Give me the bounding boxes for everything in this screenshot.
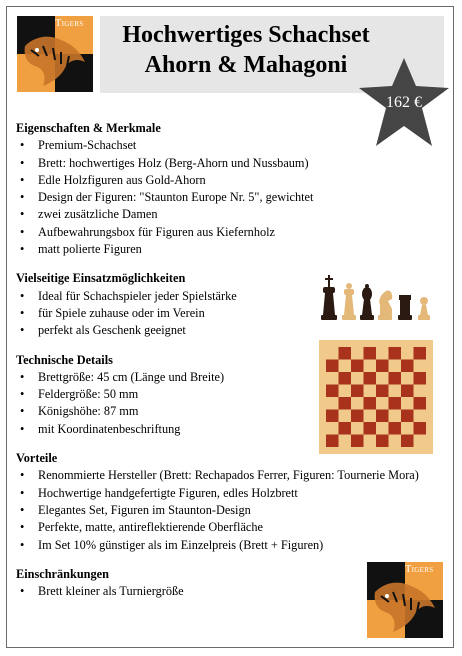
bishop-icon (360, 284, 374, 320)
board-square (351, 385, 364, 398)
list-item: • perfekt als Geschenk geeignet (16, 322, 456, 339)
section-heading: Technische Details (16, 352, 113, 367)
list-item: • Design der Figuren: "Staunton Europe Nr. 5", gewichtet (16, 189, 456, 206)
board-square (339, 410, 352, 423)
list-item: • zwei zusätzliche Damen (16, 206, 456, 223)
board-square (401, 372, 414, 385)
board-square (376, 435, 389, 448)
board-square (351, 435, 364, 448)
board-square (414, 385, 427, 398)
board-square (414, 435, 427, 448)
section-features (16, 120, 456, 258)
board-square (389, 385, 402, 398)
board-square (326, 422, 339, 435)
board-square (339, 372, 352, 385)
board-square (364, 422, 377, 435)
board-square (326, 372, 339, 385)
board-square (389, 422, 402, 435)
board-square (376, 422, 389, 435)
board-square (364, 410, 377, 423)
board-square (401, 385, 414, 398)
list-item: • Brettgröße: 45 cm (Länge und Breite) (16, 369, 456, 386)
board-square (364, 397, 377, 410)
chess-board-image (319, 340, 433, 454)
board-square (326, 347, 339, 360)
board-square (326, 360, 339, 373)
chess-pieces-image (316, 265, 438, 321)
board-square (376, 385, 389, 398)
board-square (401, 422, 414, 435)
board-square (364, 347, 377, 360)
board-square (376, 397, 389, 410)
board-square (376, 360, 389, 373)
list-item: • Premium-Schachset (16, 137, 456, 154)
board-square (414, 372, 427, 385)
list-item: • matt polierte Figuren (16, 241, 456, 258)
board-square (351, 372, 364, 385)
list-item: • Feldergröße: 50 mm (16, 386, 456, 403)
board-square (339, 360, 352, 373)
board-square (414, 347, 427, 360)
chess-tigers-logo-bottom: Chess Tigers (367, 562, 443, 638)
board-square (401, 410, 414, 423)
board-square (326, 385, 339, 398)
board-square (389, 435, 402, 448)
board-square (339, 397, 352, 410)
board-square (326, 410, 339, 423)
board-square (414, 422, 427, 435)
list-item: • Brett kleiner als Turniergröße (16, 583, 456, 600)
board-square (351, 360, 364, 373)
board-square (326, 435, 339, 448)
list-item: • Königshöhe: 87 mm (16, 403, 456, 420)
queen-icon (342, 283, 356, 320)
board-square (364, 372, 377, 385)
knight-icon (378, 290, 392, 320)
section-heading: Vielseitige Einsatzmöglichkeiten (16, 271, 186, 286)
section-heading: Eigenschaften & Merkmale (16, 121, 161, 135)
list-item: • Hochwertige handgefertigte Figuren, edles Holzbrett (16, 485, 456, 502)
board-square (364, 360, 377, 373)
board-square (376, 372, 389, 385)
list-item: • mit Koordinatenbeschriftung (16, 421, 456, 438)
list-item: • Edle Holzfiguren aus Gold-Ahorn (16, 172, 456, 189)
board-squares (326, 347, 426, 447)
pawn-icon (418, 297, 430, 320)
list-item: • Brett: hochwertiges Holz (Berg-Ahorn und Nussbaum) (16, 155, 456, 172)
list-item: • für Spiele zuhause oder im Verein (16, 305, 456, 322)
board-square (414, 360, 427, 373)
board-square (414, 410, 427, 423)
section-heading: Vorteile (16, 451, 58, 466)
board-square (401, 360, 414, 373)
list-item: • Ideal für Schachspieler jeder Spielstärke (16, 288, 456, 305)
king-icon (321, 275, 337, 320)
section-heading: Einschränkungen (16, 566, 109, 581)
board-square (389, 410, 402, 423)
board-square (364, 435, 377, 448)
board-square (389, 360, 402, 373)
rook-icon (398, 295, 412, 320)
board-square (364, 385, 377, 398)
board-square (351, 410, 364, 423)
board-square (389, 347, 402, 360)
board-square (376, 410, 389, 423)
board-square (339, 435, 352, 448)
board-square (339, 422, 352, 435)
board-square (351, 347, 364, 360)
board-square (401, 435, 414, 448)
board-square (389, 372, 402, 385)
board-square (401, 347, 414, 360)
list-item: • Im Set 10% günstiger als im Einzelpreis (Brett + Figuren) (16, 537, 456, 554)
price-label: 162 € (386, 94, 422, 111)
board-square (401, 397, 414, 410)
board-square (389, 397, 402, 410)
board-square (414, 397, 427, 410)
board-square (376, 347, 389, 360)
list-item: • Renommierte Hersteller (Brett: Rechapados Ferrer, Figuren: Tournerie Mora) (16, 467, 456, 484)
board-square (351, 422, 364, 435)
board-square (339, 385, 352, 398)
list-item: • Perfekte, matte, antireflektierende Oberfläche (16, 519, 456, 536)
board-square (339, 347, 352, 360)
list-item: • Elegantes Set, Figuren im Staunton-Design (16, 502, 456, 519)
list-item: • Aufbewahrungsbox für Figuren aus Kiefernholz (16, 224, 456, 241)
board-square (326, 397, 339, 410)
board-square (351, 397, 364, 410)
page-title: Hochwertiges Schachset Ahorn & Mahagoni (122, 22, 370, 78)
section-advantages (16, 450, 456, 554)
chess-tigers-logo: Chess Tigers (17, 16, 93, 92)
